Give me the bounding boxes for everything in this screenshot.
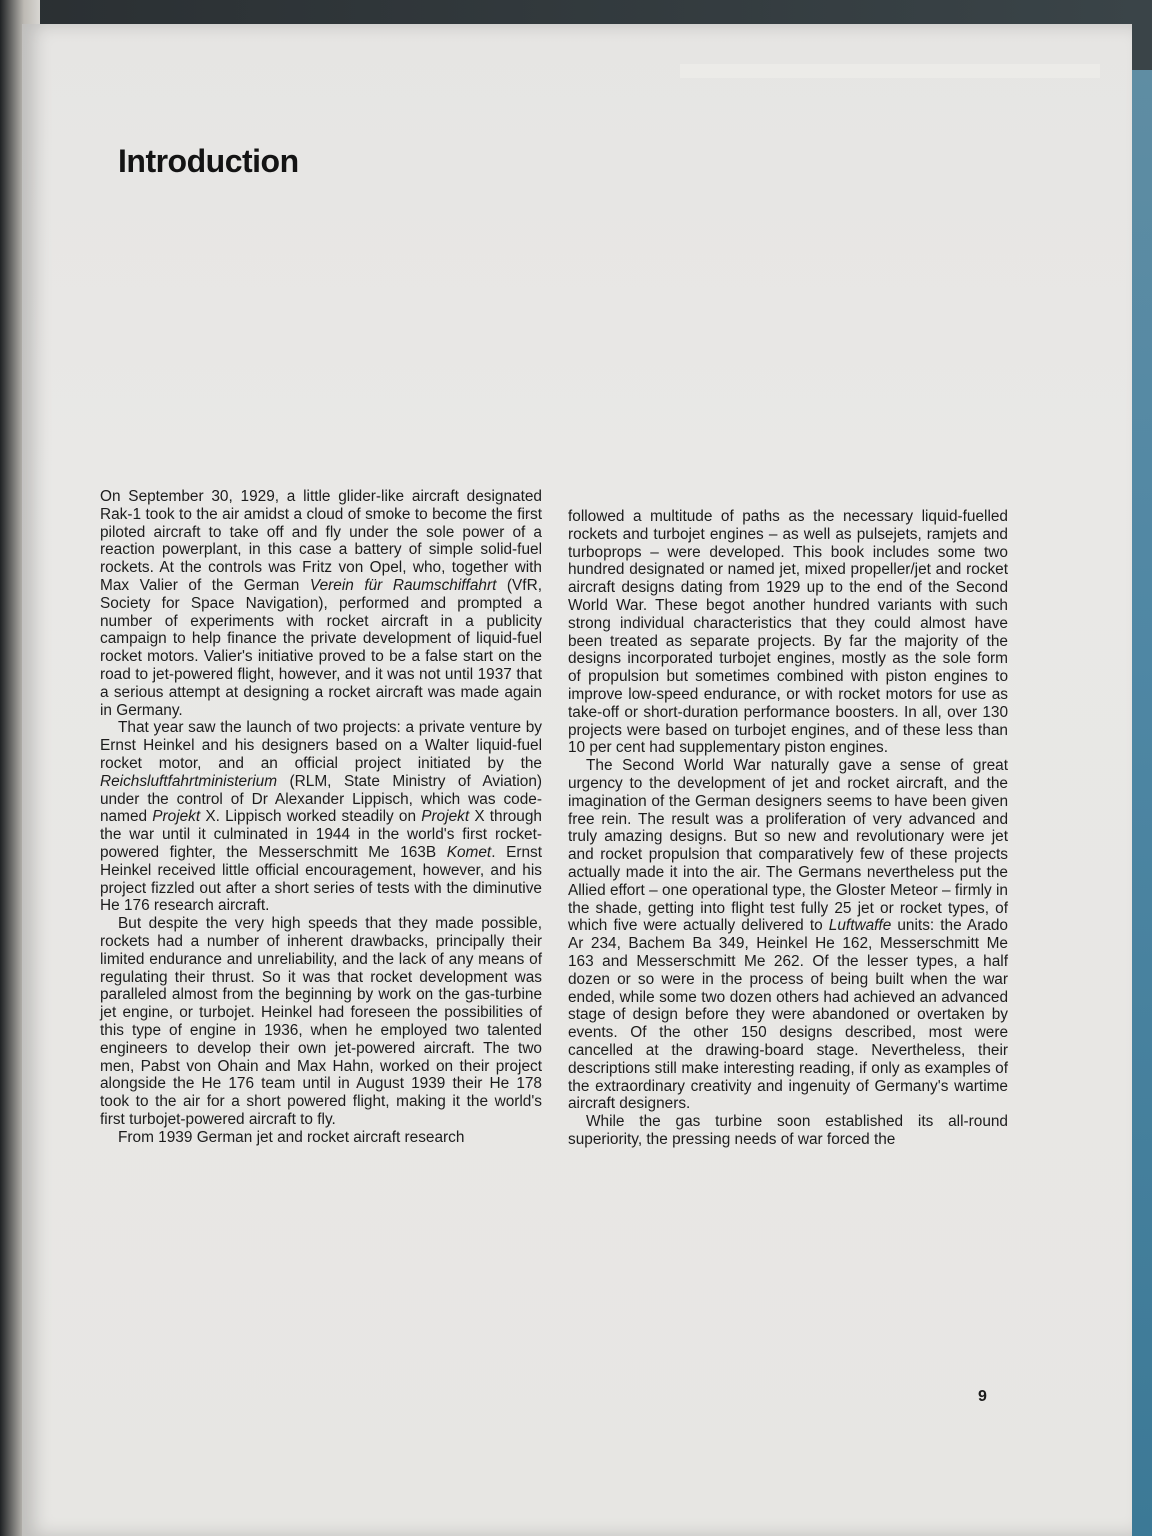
- italic-term: Projekt: [421, 808, 470, 826]
- italic-term: Verein für Raumschiffahrt: [309, 576, 497, 594]
- text-run: X. Lippisch worked steadily on: [200, 808, 422, 826]
- paragraph: [100, 1129, 542, 1147]
- italic-term: Luftwaffe: [828, 917, 892, 935]
- text-run: (RLM, State Ministry of Aviation) under the control of Dr Alexander Lippisch, which was code-named: [100, 772, 542, 826]
- text-run: On September 30, 1929, a little glider-like aircraft designated Rak-1 took to the air amidst a cloud of smoke to become the first piloted aircraft to take off and fly under the sole power of a reaction powerplant, in this case a battery of simple solid-fuel rockets. At the controls was Fritz von Opel, who, together with Max Valier of the German: [100, 488, 542, 594]
- text-column-left: [100, 488, 542, 1146]
- text-run: That year saw the launch of two projects: a private venture by Ernst Heinkel and his designers based on a Walter liquid-fuel rocket motor, and an official project initiated by the: [100, 719, 542, 772]
- text-run: From 1939 German jet and rocket aircraft research: [118, 1128, 465, 1146]
- italic-term: Reichsluftfahrtministerium: [100, 772, 278, 790]
- page-number: 9: [978, 1388, 987, 1405]
- paragraph: [100, 719, 542, 915]
- page-title: Introduction: [118, 143, 299, 179]
- paragraph: [100, 488, 542, 719]
- italic-term: Projekt: [152, 808, 201, 826]
- text-run: The Second World War naturally gave a sense of great urgency to the development of jet and rocket aircraft, and the imagination of the German designers seems to have been given free rein. The result was a proliferation of very advanced and truly amazing designs. But so new and revolutionary were jet and rocket propulsion that comparatively few of these projects actually made it into the air. The Germans nevertheless put the Allied effort – one operational type, the Gloster Meteor – firmly in the shade, getting into flight test fully 25 jet or rocket types, of which five were actually delivered to: [568, 757, 1008, 935]
- text-column-right: [568, 508, 1008, 1149]
- paragraph: [568, 757, 1008, 1113]
- page-edge: [680, 64, 1100, 78]
- text-run: While the gas turbine soon established its all-round superiority, the pressing needs of war forced the: [568, 1113, 1008, 1148]
- paragraph: [568, 508, 1008, 757]
- text-run: followed a multitude of paths as the necessary liquid-fuelled rockets and turbojet engines – as well as pulsejets, ramjets and turboprops – were developed. This book includes some two hundred designated or named jet, mixed propeller/jet and rocket aircraft designs dating from 1929 up to the end of the Second World War. These begot another hundred variants with such strong individual characteristics that they could almost have been treated as separate projects. By far the majority of the designs incorporated turbojet engines, mostly as the sole form of propulsion but sometimes combined with piston engines to improve low-speed endurance, or with rocket motors for use as take-off or short-duration performance boosters. In all, over 130 projects were based on turbojet engines, and of these less than 10 per cent had supplementary piston engines.: [568, 508, 1008, 757]
- italic-term: Komet: [446, 843, 492, 861]
- paragraph: [568, 1113, 1008, 1149]
- text-run: units: the Arado Ar 234, Bachem Ba 349, Heinkel He 162, Messerschmitt Me 163 and Messerschmitt Me 262. Of the lesser types, a half dozen or so were in the process of being built when the war ended, while some two dozen others had achieved an advanced stage of design before they were abandoned or overtaken by events. Of the other 150 designs described, most were cancelled at the drawing-board stage. Nevertheless, their descriptions still make interesting reading, if only as examples of the extraordinary creativity and ingenuity of Germany's wartime aircraft designers.: [568, 917, 1008, 1113]
- paragraph: [100, 915, 542, 1129]
- text-run: (VfR, Society for Space Navigation), performed and prompted a number of experiments with rocket aircraft in a publicity campaign to help finance the private development of liquid-fuel rocket motors. Valier's initiative proved to be a false start on the road to jet-powered flight, however, and it was not until 1937 that a serious attempt at designing a rocket aircraft was made again in Germany.: [100, 576, 542, 719]
- text-run: . Ernst Heinkel received little official encouragement, however, and his project fizzled out after a short series of tests with the diminutive He 176 research aircraft.: [100, 843, 542, 915]
- text-run: But despite the very high speeds that they made possible, rockets had a number of inherent drawbacks, principally their limited endurance and unreliability, and the lack of any means of regulating their thrust. So it was that rocket development was paralleled almost from the beginning by work on the gas-turbine jet engine, or turbojet. Heinkel had foreseen the possibilities of this type of engine in 1936, when he employed two talented engineers to develop their own jet-powered aircraft. The two men, Pabst von Ohain and Max Hahn, worked on their project alongside the He 176 team until in August 1939 their He 178 took to the air for a short powered flight, making it the world's first turbojet-powered aircraft to fly.: [100, 915, 542, 1128]
- text-run: X through the war until it culminated in 1944 in the world's first rocket-powered fighter, the Messerschmitt Me 163B: [100, 808, 542, 861]
